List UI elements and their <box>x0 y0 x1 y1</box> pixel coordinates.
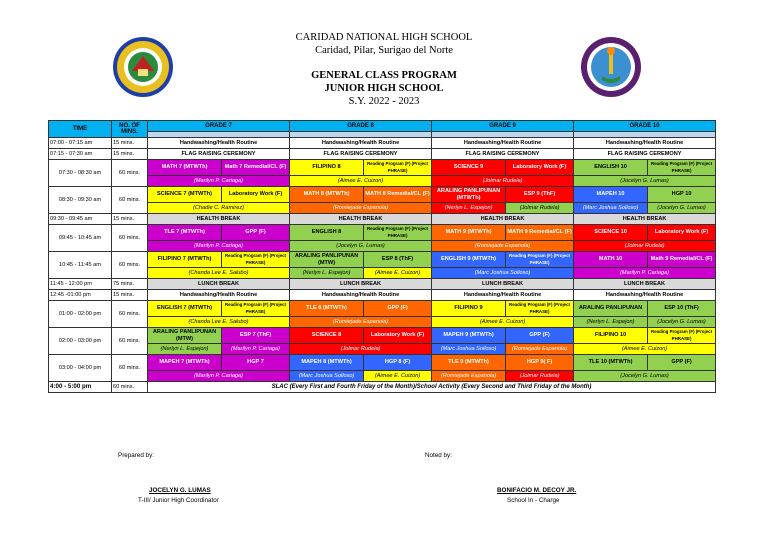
span-cell: HEALTH BREAK <box>290 214 432 225</box>
subject-cell: Reading Program (F) (Project PHRASE) <box>648 160 716 176</box>
instructor-cell: (Nerlyn L. Espejon) <box>148 344 222 355</box>
instructor-cell: (Romiejade Espanola) <box>290 203 432 214</box>
subject-cell: ENGLISH 9 (MTWTh) <box>432 252 506 268</box>
prepared-by-label: Prepared by: <box>118 452 155 459</box>
span-cell: HEALTH BREAK <box>148 214 290 225</box>
class-schedule-table <box>48 120 716 393</box>
subject-cell: ARALING PANLIPUNAN (MTW) <box>290 252 364 268</box>
subject-cell: MAPEH 10 <box>574 187 648 203</box>
time-cell: 01:00 - 02:00 pm <box>49 301 112 328</box>
document-subtitle: JUNIOR HIGH SCHOOL <box>324 83 444 94</box>
subject-cell: MATH 9 (MTWTh) <box>432 225 506 241</box>
instructor-cell: (Chanda Lee E. Salubo) <box>148 317 290 328</box>
noted-by-name: BONIFACIO M. DECOY JR. <box>497 487 577 494</box>
mins-cell: 60 mins. <box>112 187 148 214</box>
mins-cell: 60 mins. <box>112 328 148 355</box>
span-cell: Handwashing/Health Routine <box>574 138 716 149</box>
grade-8-header: GRADE 8 <box>290 121 432 132</box>
subject-cell: HGP 8 (F) <box>364 355 432 371</box>
subject-cell: FILIPINO 9 <box>432 301 506 317</box>
subject-cell: Laboratory Work (F) <box>222 187 290 203</box>
subject-cell: ENGLISH 10 <box>574 160 648 176</box>
time-cell: 02:00 - 03:00 pm <box>49 328 112 355</box>
subject-cell: HGP 9( F) <box>506 355 574 371</box>
subject-cell: MATH 9 Remedial/CL (F) <box>506 225 574 241</box>
subject-cell: Reading Program (F) (Project PHRASE) <box>222 252 290 268</box>
instructor-cell: (Jolmar Rudela) <box>506 203 574 214</box>
mins-cell: 60 mins. <box>112 301 148 328</box>
table-row <box>49 382 716 393</box>
subject-cell: Math 9 Remedial/CL (F) <box>648 252 716 268</box>
subject-cell: Reading Program (F) (Project PHRASE) <box>648 328 716 344</box>
time-cell: 07:30 - 08:30 am <box>49 160 112 187</box>
instructor-cell: (Jocelyn G. Lumas) <box>648 203 716 214</box>
span-cell: FLAG RAISING CEREMONY <box>148 149 290 160</box>
subject-cell: TLE 10 (MTWTh) <box>574 355 648 371</box>
subject-cell: Math 7 Remedial/CL (F) <box>222 160 290 176</box>
mins-header: NO. OF MINS. <box>112 121 148 138</box>
time-cell: 03:00 - 04:00 pm <box>49 355 112 382</box>
prepared-by-title: T-III/ Junior High Coordinator <box>138 497 219 504</box>
subject-cell: MATH 8 Remedial/CL (F) <box>364 187 432 203</box>
mins-cell: 60 mins. <box>112 355 148 382</box>
instructor-cell: (Jocelyn G. Lumas) <box>574 371 716 382</box>
subject-cell: ENGLISH 7 (MTWTh) <box>148 301 222 317</box>
school-year: S.Y. 2022 - 2023 <box>348 96 420 107</box>
instructor-cell: (Marc Joshua Solloso) <box>432 268 574 279</box>
time-header: TIME <box>49 121 112 138</box>
time-cell: 11:45 - 12:00 pm <box>49 279 112 290</box>
instructor-cell: (Aimee E. Cuizon) <box>364 268 432 279</box>
table-row <box>49 203 716 214</box>
span-cell: Handwashing/Health Routine <box>290 290 432 301</box>
subject-cell: SCIENCE 9 <box>432 160 506 176</box>
instructor-cell: (Marc Joshua Solloso) <box>574 203 648 214</box>
subject-cell: SCIENCE 7 (MTWTh) <box>148 187 222 203</box>
grade-9-header: GRADE 9 <box>432 121 574 132</box>
instructor-cell: (Marc Joshua Solloso) <box>432 344 506 355</box>
table-row <box>49 268 716 279</box>
time-cell: 12:45 -01:00 pm <box>49 290 112 301</box>
table-row <box>49 344 716 355</box>
mins-cell: 60 mins. <box>112 160 148 187</box>
subject-cell: TLE 7 (MTWTh) <box>148 225 222 241</box>
subject-cell: MATH 8 (MTWTh) <box>290 187 364 203</box>
instructor-cell: (Aimee E. Cuizon) <box>432 317 574 328</box>
grade-7-header: GRADE 7 <box>148 121 290 132</box>
span-cell: Handwashing/Health Routine <box>432 138 574 149</box>
subject-cell: MATH 7 (MTWTh) <box>148 160 222 176</box>
subject-cell: ARALING PANLIPUNAN (MTW) <box>148 328 222 344</box>
subject-cell: HGP 10 <box>648 187 716 203</box>
instructor-cell: (Chadie C. Ramirez) <box>148 203 290 214</box>
table-row <box>49 317 716 328</box>
subject-cell: TLE 8 (MTWTh) <box>290 301 364 317</box>
span-cell: Handwashing/Health Routine <box>148 138 290 149</box>
noted-by-label: Noted by: <box>425 452 452 459</box>
prepared-by-name: JOCELYN G. LUMAS <box>149 487 211 494</box>
span-cell: FLAG RAISING CEREMONY <box>432 149 574 160</box>
span-cell: Handwashing/Health Routine <box>148 290 290 301</box>
subject-cell: Laboratory Work (F) <box>506 160 574 176</box>
table-row <box>49 301 716 317</box>
time-cell: 08:30 - 09:30 am <box>49 187 112 214</box>
span-cell: LUNCH BREAK <box>290 279 432 290</box>
instructor-cell: (Romiejade Espanola) <box>432 241 574 252</box>
span-cell: FLAG RAISING CEREMONY <box>574 149 716 160</box>
instructor-cell: (Nerlyn L. Espejon) <box>574 317 648 328</box>
time-cell: 07:00 - 07:15 am <box>49 138 112 149</box>
mins-cell: 60 mins. <box>112 252 148 279</box>
noted-by-title: School In - Charge <box>507 497 560 504</box>
subject-cell: GPP (F) <box>648 355 716 371</box>
instructor-cell: (Aimee E. Cuizon) <box>364 371 432 382</box>
span-cell: HEALTH BREAK <box>574 214 716 225</box>
subject-cell: SCIENCE 8 <box>290 328 364 344</box>
instructor-cell: (Aimee E. Cuizon) <box>574 344 716 355</box>
time-cell: 09:30 - 09:45 am <box>49 214 112 225</box>
subject-cell: Reading Program (F) (Project PHRASE) <box>506 301 574 317</box>
instructor-cell: (Nerlyn L. Espejon) <box>290 268 364 279</box>
instructor-cell: (Jolmar Rudela) <box>506 371 574 382</box>
instructor-cell: (Jocelyn G. Lumas) <box>574 176 716 187</box>
instructor-cell: (Chanda Lee E. Salubo) <box>148 268 290 279</box>
time-cell: 4:00 - 5:00 pm <box>49 382 112 393</box>
division-seal-logo <box>580 36 642 98</box>
instructor-cell: (Marilyn P. Cariaga) <box>148 241 290 252</box>
time-cell: 09:45 - 10:45 am <box>49 225 112 252</box>
span-cell: LUNCH BREAK <box>432 279 574 290</box>
instructor-cell: (Romiejade Espanola) <box>506 344 574 355</box>
subject-cell: Laboratory Work (F) <box>648 225 716 241</box>
document-title: GENERAL CLASS PROGRAM <box>311 70 457 81</box>
span-cell: LUNCH BREAK <box>574 279 716 290</box>
subject-cell: ARALING PANLIPUNAN (MTWTh) <box>432 187 506 203</box>
instructor-cell: (Nerlyn L. Espejon) <box>432 203 506 214</box>
subject-cell: MAPEH 8 (MTWTh) <box>290 355 364 371</box>
table-row <box>49 252 716 268</box>
subject-cell: Reading Program (F) (Project PHRASE) <box>364 225 432 241</box>
subject-cell: HGP 7 <box>222 355 290 371</box>
time-cell: 10:45 - 11:45 am <box>49 252 112 279</box>
mins-cell: 75 mins. <box>112 279 148 290</box>
subject-cell: ESP 9 (ThF) <box>506 187 574 203</box>
table-row <box>49 279 716 290</box>
slac-cell: SLAC (Every First and Fourth Friday of the Month)/School Activity (Every Second and Third Friday of the Month) <box>148 382 716 393</box>
span-cell: Handwashing/Health Routine <box>574 290 716 301</box>
table-row <box>49 214 716 225</box>
span-cell: FLAG RAISING CEREMONY <box>290 149 432 160</box>
instructor-cell: (Jolmar Rudela) <box>290 344 432 355</box>
subject-cell: FILIPINO 7 (MTWTh) <box>148 252 222 268</box>
subject-cell: TLE 9 (MTWTh) <box>432 355 506 371</box>
subject-cell: GPP (F) <box>222 225 290 241</box>
mins-cell: 60 mins. <box>112 382 148 393</box>
subject-cell: ENGLISH 8 <box>290 225 364 241</box>
instructor-cell: (Aimee E. Cuizon) <box>290 176 432 187</box>
subject-cell: ESP 7 (ThF) <box>222 328 290 344</box>
instructor-cell: (Romiejade Espanola) <box>290 317 432 328</box>
subject-cell: MAPEH 9 (MTWTh) <box>432 328 506 344</box>
mins-cell: 15 mins. <box>112 138 148 149</box>
instructor-cell: (Marc Joshua Solloso) <box>290 371 364 382</box>
subject-cell: FILIPINO 8 <box>290 160 364 176</box>
table-row <box>49 241 716 252</box>
instructor-cell: (Jocelyn G. Lumas) <box>290 241 432 252</box>
subject-cell: ARALING PANLIPUNAN <box>574 301 648 317</box>
table-row <box>49 160 716 176</box>
subject-cell: GPP (F) <box>506 328 574 344</box>
table-row <box>49 355 716 371</box>
span-cell: HEALTH BREAK <box>432 214 574 225</box>
subject-cell: ESP 8 (ThF) <box>364 252 432 268</box>
table-row <box>49 371 716 382</box>
span-cell: LUNCH BREAK <box>148 279 290 290</box>
subject-cell: Reading Program (F) (Project PHRASE) <box>222 301 290 317</box>
table-row <box>49 149 716 160</box>
instructor-cell: (Marilyn P. Cariaga) <box>148 371 290 382</box>
table-row <box>49 328 716 344</box>
grade-10-header: GRADE 10 <box>574 121 716 132</box>
instructor-cell: (Marilyn P. Cariaga) <box>222 344 290 355</box>
instructor-cell: (Jocelyn G. Lumas) <box>648 317 716 328</box>
table-row <box>49 138 716 149</box>
span-cell: Handwashing/Health Routine <box>290 138 432 149</box>
table-row <box>49 187 716 203</box>
school-seal-logo <box>112 36 174 98</box>
table-row <box>49 176 716 187</box>
instructor-cell: (Romiejade Espanola) <box>432 371 506 382</box>
subject-cell: Reading Program (F) (Project PHRASE) <box>506 252 574 268</box>
subject-cell: Reading Program (F) (Project PHRASE) <box>364 160 432 176</box>
time-cell: 07:15 - 07:30 am <box>49 149 112 160</box>
span-cell: Handwashing/Health Routine <box>432 290 574 301</box>
subject-cell: GPP (F) <box>364 301 432 317</box>
school-name: CARIDAD NATIONAL HIGH SCHOOL <box>295 32 473 43</box>
school-address: Caridad, Pilar, Surigao del Norte <box>315 45 453 56</box>
mins-cell: 60 mins. <box>112 225 148 252</box>
subject-cell: FILIPINO 10 <box>574 328 648 344</box>
table-row <box>49 290 716 301</box>
instructor-cell: (Marilyn P. Cariaga) <box>148 176 290 187</box>
instructor-cell: (Marilyn P. Cariaga) <box>574 268 716 279</box>
instructor-cell: (Jolmar Rudela) <box>432 176 574 187</box>
instructor-cell: (Jolmar Rudela) <box>574 241 716 252</box>
mins-cell: 15 mins. <box>112 149 148 160</box>
subject-cell: SCIENCE 10 <box>574 225 648 241</box>
subject-cell: MAPEH 7 (MTWTh) <box>148 355 222 371</box>
subject-cell: ESP 10 (ThF) <box>648 301 716 317</box>
mins-cell: 15 mins. <box>112 214 148 225</box>
mins-cell: 15 mins. <box>112 290 148 301</box>
subject-cell: Laboratory Work (F) <box>364 328 432 344</box>
subject-cell: MATH 10 <box>574 252 648 268</box>
table-row <box>49 225 716 241</box>
